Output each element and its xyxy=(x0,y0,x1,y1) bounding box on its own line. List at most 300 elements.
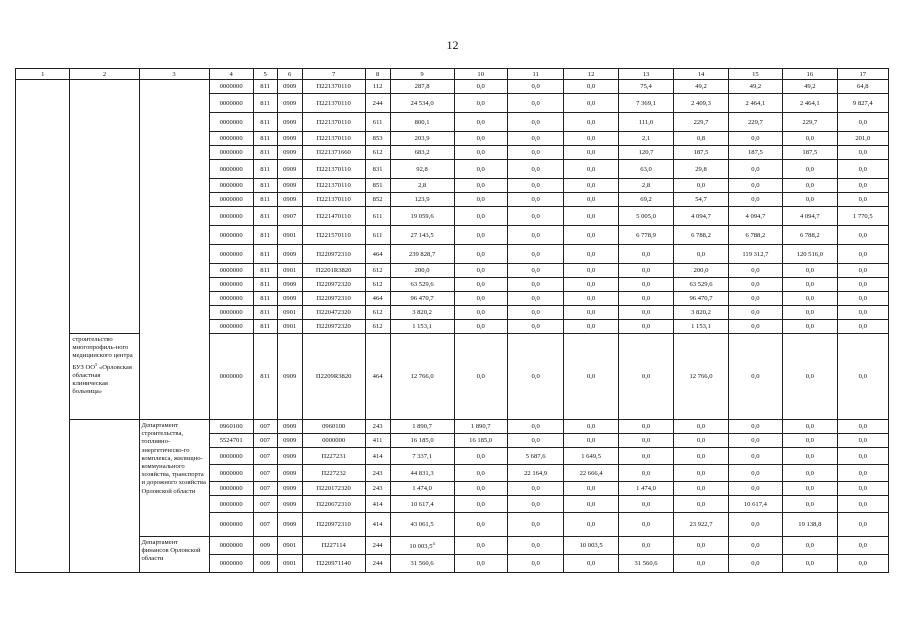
cell-year-2015: 0,0 xyxy=(507,434,564,448)
cell-target-article: П220172320 xyxy=(302,482,365,496)
cell-total: 200,0 xyxy=(390,264,454,278)
cell-year-2016: 0,0 xyxy=(564,113,618,132)
column-header: 3 xyxy=(139,69,209,80)
cell-year-2017: 0,0 xyxy=(618,448,673,465)
cell-expense-type: 414 xyxy=(365,496,390,513)
column-header: 6 xyxy=(277,69,302,80)
cell-total: 12 766,0 xyxy=(390,334,454,420)
cell-grbs: 007 xyxy=(253,465,277,482)
cell-year-2016: 0,0 xyxy=(564,146,618,160)
cell-year-2016: 0,0 xyxy=(564,278,618,292)
cell-year-2016: 22 666,4 xyxy=(564,465,618,482)
cell-year-2016: 0,0 xyxy=(564,264,618,278)
cell-year-2021: 0,0 xyxy=(837,334,888,420)
table-row xyxy=(16,80,889,94)
cell-year-2021: 0,0 xyxy=(837,434,888,448)
cell-grbs: 811 xyxy=(253,80,277,94)
cell-year-2014: 0,0 xyxy=(454,465,507,482)
cell-target-article: П227232 xyxy=(302,465,365,482)
cell-expense-type: 611 xyxy=(365,226,390,245)
cell-total: 10 003,5$^4$ xyxy=(390,537,454,555)
cell-expense-type: 612 xyxy=(365,264,390,278)
cell-year-2015: 0,0 xyxy=(507,306,564,320)
cell-section: 0909 xyxy=(277,94,302,113)
cell-grbs: 811 xyxy=(253,278,277,292)
cell-year-2020: 0,0 xyxy=(783,420,837,434)
cell-year-2020: 187,5 xyxy=(783,146,837,160)
cell-year-2017: 63,0 xyxy=(618,160,673,179)
cell-year-2021: 0,0 xyxy=(837,179,888,193)
cell-year-2021: 201,0 xyxy=(837,132,888,146)
cell-year-2020: 0,0 xyxy=(783,334,837,420)
cell-grbs: 811 xyxy=(253,226,277,245)
cell-year-2017: 0,0 xyxy=(618,465,673,482)
cell-grbs: 811 xyxy=(253,264,277,278)
cell-section: 0901 xyxy=(277,306,302,320)
cell-year-2021: 0,0 xyxy=(837,420,888,434)
cell-year-2015: 0,0 xyxy=(507,496,564,513)
column-header: 13 xyxy=(618,69,673,80)
cell-year-2014: 0,0 xyxy=(454,207,507,226)
cell-year-2015: 0,0 xyxy=(507,193,564,207)
cell-total: 44 831,3 xyxy=(390,465,454,482)
cell-year-2019: 10 617,4 xyxy=(728,496,782,513)
cell-year-2015: 0,0 xyxy=(507,320,564,334)
cell-kbk-code: 0000000 xyxy=(209,513,253,537)
cell-year-2018: 1 153,1 xyxy=(674,320,728,334)
cell-expense-type: 612 xyxy=(365,306,390,320)
cell-year-2014: 0,0 xyxy=(454,482,507,496)
cell-section: 0909 xyxy=(277,146,302,160)
column-header: 17 xyxy=(837,69,888,80)
budget-table xyxy=(15,68,889,573)
cell-year-2016: 0,0 xyxy=(564,434,618,448)
cell-year-2018: 0,0 xyxy=(674,482,728,496)
cell-grbs: 009 xyxy=(253,537,277,555)
cell-target-article: П221370110 xyxy=(302,113,365,132)
cell-section: 0909 xyxy=(277,179,302,193)
cell-year-2016: 0,0 xyxy=(564,132,618,146)
cell-year-2016: 0,0 xyxy=(564,306,618,320)
cell-section: 0901 xyxy=(277,555,302,573)
cell-year-2018: 0,0 xyxy=(674,434,728,448)
blank-cell-col1 xyxy=(16,80,70,573)
cell-total: 239 828,7 xyxy=(390,245,454,264)
cell-year-2015: 0,0 xyxy=(507,245,564,264)
cell-year-2014: 0,0 xyxy=(454,113,507,132)
cell-year-2016: 0,0 xyxy=(564,482,618,496)
cell-year-2021: 0,0 xyxy=(837,482,888,496)
cell-target-article: П221370110 xyxy=(302,160,365,179)
cell-expense-type: 831 xyxy=(365,160,390,179)
cell-grbs: 007 xyxy=(253,482,277,496)
cell-year-2017: 0,0 xyxy=(618,434,673,448)
cell-grbs: 007 xyxy=(253,448,277,465)
cell-year-2021: 0,0 xyxy=(837,278,888,292)
cell-year-2014: 0,0 xyxy=(454,94,507,113)
cell-year-2021: 0,0 xyxy=(837,160,888,179)
cell-year-2019: 0,0 xyxy=(728,420,782,434)
cell-section: 0909 xyxy=(277,482,302,496)
cell-section: 0909 xyxy=(277,465,302,482)
column-header: 11 xyxy=(507,69,564,80)
cell-target-article: П220672310 xyxy=(302,496,365,513)
cell-kbk-code: 0000000 xyxy=(209,94,253,113)
cell-year-2019: 2 464,1 xyxy=(728,94,782,113)
cell-section: 0909 xyxy=(277,160,302,179)
cell-year-2019: 0,0 xyxy=(728,193,782,207)
cell-year-2017: 0,0 xyxy=(618,334,673,420)
cell-section: 0909 xyxy=(277,80,302,94)
cell-expense-type: 612 xyxy=(365,320,390,334)
column-header: 1 xyxy=(16,69,70,80)
cell-year-2020: 0,0 xyxy=(783,292,837,306)
cell-year-2021: 0,0 xyxy=(837,448,888,465)
cell-grbs: 811 xyxy=(253,94,277,113)
cell-year-2018: 0,0 xyxy=(674,420,728,434)
cell-year-2019: 187,5 xyxy=(728,146,782,160)
cell-year-2014: 0,0 xyxy=(454,226,507,245)
cell-expense-type: 244 xyxy=(365,537,390,555)
cell-grbs: 007 xyxy=(253,496,277,513)
cell-year-2018: 12 766,0 xyxy=(674,334,728,420)
cell-total: 123,9 xyxy=(390,193,454,207)
cell-total: 7 337,1 xyxy=(390,448,454,465)
cell-year-2017: 69,2 xyxy=(618,193,673,207)
cell-expense-type: 411 xyxy=(365,434,390,448)
cell-kbk-code: 0000000 xyxy=(209,278,253,292)
cell-year-2014: 0,0 xyxy=(454,132,507,146)
cell-year-2020: 0,0 xyxy=(783,160,837,179)
cell-section: 0909 xyxy=(277,113,302,132)
cell-section: 0909 xyxy=(277,334,302,420)
cell-year-2020: 0,0 xyxy=(783,179,837,193)
cell-expense-type: 853 xyxy=(365,132,390,146)
cell-year-2019: 0,0 xyxy=(728,555,782,573)
cell-expense-type: 243 xyxy=(365,420,390,434)
cell-year-2017: 0,0 xyxy=(618,245,673,264)
cell-year-2020: 2 464,1 xyxy=(783,94,837,113)
cell-total: 683,2 xyxy=(390,146,454,160)
cell-year-2019: 229,7 xyxy=(728,113,782,132)
cell-year-2021: 0,0 xyxy=(837,555,888,573)
cell-kbk-code: 0000000 xyxy=(209,193,253,207)
cell-year-2021: 0,0 xyxy=(837,306,888,320)
cell-year-2021: 9 827,4 xyxy=(837,94,888,113)
cell-year-2015: 0,0 xyxy=(507,334,564,420)
cell-kbk-code: 0000000 xyxy=(209,132,253,146)
cell-year-2014: 0,0 xyxy=(454,193,507,207)
cell-year-2019: 0,0 xyxy=(728,292,782,306)
cell-year-2014: 0,0 xyxy=(454,146,507,160)
cell-expense-type: 112 xyxy=(365,80,390,94)
cell-year-2014: 16 185,0 xyxy=(454,434,507,448)
cell-year-2019: 0,0 xyxy=(728,320,782,334)
cell-year-2017: 2,1 xyxy=(618,132,673,146)
cell-year-2019: 0,0 xyxy=(728,132,782,146)
cell-year-2017: 0,0 xyxy=(618,420,673,434)
cell-target-article: П221570110 xyxy=(302,226,365,245)
cell-year-2017: 0,0 xyxy=(618,292,673,306)
cell-section: 0909 xyxy=(277,420,302,434)
cell-year-2014: 0,0 xyxy=(454,179,507,193)
cell-year-2015: 22 164,9 xyxy=(507,465,564,482)
cell-year-2014: 0,0 xyxy=(454,306,507,320)
cell-year-2019: 119 312,7 xyxy=(728,245,782,264)
cell-year-2020: 0,0 xyxy=(783,537,837,555)
cell-year-2017: 6 778,9 xyxy=(618,226,673,245)
cell-year-2021: 64,8 xyxy=(837,80,888,94)
cell-year-2020: 0,0 xyxy=(783,193,837,207)
cell-year-2017: 0,0 xyxy=(618,320,673,334)
cell-year-2017: 1 474,0 xyxy=(618,482,673,496)
cell-kbk-code: 0000000 xyxy=(209,226,253,245)
cell-grbs: 811 xyxy=(253,146,277,160)
cell-kbk-code: 0000000 xyxy=(209,80,253,94)
cell-year-2018: 63 529,6 xyxy=(674,278,728,292)
cell-year-2019: 0,0 xyxy=(728,465,782,482)
cell-total: 203,9 xyxy=(390,132,454,146)
cell-grbs: 811 xyxy=(253,245,277,264)
cell-year-2015: 0,0 xyxy=(507,420,564,434)
cell-grbs: 007 xyxy=(253,434,277,448)
cell-year-2014: 0,0 xyxy=(454,292,507,306)
cell-grbs: 811 xyxy=(253,160,277,179)
cell-year-2017: 5 005,0 xyxy=(618,207,673,226)
cell-grbs: 811 xyxy=(253,306,277,320)
cell-kbk-code: 0000000 xyxy=(209,306,253,320)
cell-year-2018: 3 820,2 xyxy=(674,306,728,320)
cell-year-2015: 0,0 xyxy=(507,94,564,113)
footnote-mark: 5 xyxy=(95,361,98,367)
cell-year-2020: 0,0 xyxy=(783,555,837,573)
cell-total: 31 560,6 xyxy=(390,555,454,573)
cell-kbk-code: 0000000 xyxy=(209,113,253,132)
cell-year-2018: 0,0 xyxy=(674,537,728,555)
cell-total: 96 470,7 xyxy=(390,292,454,306)
cell-year-2020: 49,2 xyxy=(783,80,837,94)
cell-grbs: 811 xyxy=(253,207,277,226)
cell-total: 3 820,2 xyxy=(390,306,454,320)
cell-year-2020: 4 094,7 xyxy=(783,207,837,226)
cell-year-2021: 0,0 xyxy=(837,113,888,132)
cell-year-2019: 0,0 xyxy=(728,160,782,179)
cell-kbk-code: 0000000 xyxy=(209,496,253,513)
cell-year-2019: 0,0 xyxy=(728,513,782,537)
cell-total: 43 061,5 xyxy=(390,513,454,537)
cell-section: 0909 xyxy=(277,245,302,264)
cell-year-2020: 0,0 xyxy=(783,465,837,482)
cell-target-article: 0960100 xyxy=(302,420,365,434)
cell-kbk-code: 0000000 xyxy=(209,537,253,555)
cell-year-2020: 120 516,0 xyxy=(783,245,837,264)
cell-year-2016: 0,0 xyxy=(564,80,618,94)
cell-kbk-code: 0000000 xyxy=(209,320,253,334)
cell-year-2019: 0,0 xyxy=(728,264,782,278)
column-header: 2 xyxy=(70,69,139,80)
cell-expense-type: 243 xyxy=(365,482,390,496)
column-header: 9 xyxy=(390,69,454,80)
department-construction-name: Департамент строительства, топливно-энергетическо-го комплекса, жилищно-коммунального хозяйства, транспорта и дорожного хозяйства Орловской области xyxy=(139,420,209,537)
cell-year-2014: 0,0 xyxy=(454,496,507,513)
cell-year-2020: 0,0 xyxy=(783,434,837,448)
cell-year-2015: 5 687,6 xyxy=(507,448,564,465)
cell-section: 0909 xyxy=(277,496,302,513)
cell-year-2018: 229,7 xyxy=(674,113,728,132)
cell-grbs: 007 xyxy=(253,513,277,537)
cell-grbs: 811 xyxy=(253,132,277,146)
cell-kbk-code: 0000000 xyxy=(209,334,253,420)
cell-year-2020: 0,0 xyxy=(783,448,837,465)
cell-year-2020: 19 138,8 xyxy=(783,513,837,537)
cell-year-2017: 0,0 xyxy=(618,278,673,292)
cell-year-2020: 0,0 xyxy=(783,306,837,320)
cell-year-2015: 0,0 xyxy=(507,207,564,226)
department-finance-name: Департамент финансов Орловской области xyxy=(139,537,209,573)
cell-year-2019: 0,0 xyxy=(728,537,782,555)
cell-year-2015: 0,0 xyxy=(507,179,564,193)
blank-cell-col2 xyxy=(70,420,139,573)
cell-year-2018: 96 470,7 xyxy=(674,292,728,306)
cell-expense-type: 244 xyxy=(365,555,390,573)
cell-section: 0901 xyxy=(277,226,302,245)
cell-target-article: П221470110 xyxy=(302,207,365,226)
cell-expense-type: 852 xyxy=(365,193,390,207)
cell-year-2018: 54,7 xyxy=(674,193,728,207)
cell-year-2015: 0,0 xyxy=(507,482,564,496)
cell-expense-type: 612 xyxy=(365,146,390,160)
cell-year-2016: 0,0 xyxy=(564,94,618,113)
cell-grbs: 811 xyxy=(253,179,277,193)
cell-kbk-code: 0000000 xyxy=(209,245,253,264)
cell-year-2015: 0,0 xyxy=(507,113,564,132)
cell-grbs: 811 xyxy=(253,193,277,207)
cell-year-2018: 0,0 xyxy=(674,555,728,573)
cell-kbk-code: 0000000 xyxy=(209,482,253,496)
cell-year-2016: 0,0 xyxy=(564,513,618,537)
cell-total: 24 534,0 xyxy=(390,94,454,113)
cell-year-2015: 0,0 xyxy=(507,226,564,245)
cell-year-2015: 0,0 xyxy=(507,80,564,94)
cell-year-2015: 0,0 xyxy=(507,160,564,179)
cell-kbk-code: 0000000 xyxy=(209,264,253,278)
cell-year-2019: 0,0 xyxy=(728,306,782,320)
cell-year-2016: 0,0 xyxy=(564,226,618,245)
cell-total: 800,1 xyxy=(390,113,454,132)
cell-year-2020: 0,0 xyxy=(783,264,837,278)
cell-expense-type: 611 xyxy=(365,113,390,132)
object-description-text: строительство многопрофиль-ного медицинского центра БУЗ ОО xyxy=(72,336,133,371)
cell-year-2014: 0,0 xyxy=(454,278,507,292)
cell-year-2017: 0,0 xyxy=(618,306,673,320)
cell-year-2018: 23 922,7 xyxy=(674,513,728,537)
cell-year-2014: 0,0 xyxy=(454,320,507,334)
cell-year-2021: 0,0 xyxy=(837,245,888,264)
cell-year-2014: 0,0 xyxy=(454,160,507,179)
cell-year-2016: 0,0 xyxy=(564,207,618,226)
cell-year-2018: 200,0 xyxy=(674,264,728,278)
cell-section: 0909 xyxy=(277,292,302,306)
cell-grbs: 811 xyxy=(253,292,277,306)
cell-target-article: П221370110 xyxy=(302,179,365,193)
cell-year-2020: 6 788,2 xyxy=(783,226,837,245)
cell-kbk-code: 0000000 xyxy=(209,292,253,306)
column-header: 10 xyxy=(454,69,507,80)
cell-year-2020: 229,7 xyxy=(783,113,837,132)
header-row xyxy=(16,69,889,80)
cell-year-2014: 0,0 xyxy=(454,245,507,264)
cell-grbs: 007 xyxy=(253,420,277,434)
cell-year-2016: 0,0 xyxy=(564,555,618,573)
cell-year-2015: 0,0 xyxy=(507,278,564,292)
cell-year-2014: 0,0 xyxy=(454,448,507,465)
cell-year-2017: 0,0 xyxy=(618,513,673,537)
cell-year-2015: 0,0 xyxy=(507,292,564,306)
cell-year-2016: 10 003,5 xyxy=(564,537,618,555)
cell-kbk-code: 0000000 xyxy=(209,555,253,573)
cell-year-2018: 29,8 xyxy=(674,160,728,179)
cell-kbk-code: 0000000 xyxy=(209,179,253,193)
cell-expense-type: 612 xyxy=(365,278,390,292)
cell-year-2014: 0,0 xyxy=(454,537,507,555)
cell-year-2021: 0,0 xyxy=(837,193,888,207)
cell-year-2017: 31 560,6 xyxy=(618,555,673,573)
cell-year-2015: 0,0 xyxy=(507,264,564,278)
cell-kbk-code: 0000000 xyxy=(209,160,253,179)
cell-year-2017: 7 369,1 xyxy=(618,94,673,113)
blank-cell-col3 xyxy=(139,80,209,420)
cell-kbk-code: 5524701 xyxy=(209,434,253,448)
cell-target-article: П220472320 xyxy=(302,306,365,320)
cell-target-article: П221370110 xyxy=(302,80,365,94)
cell-expense-type: 244 xyxy=(365,94,390,113)
cell-year-2015: 0,0 xyxy=(507,513,564,537)
cell-year-2014: 0,0 xyxy=(454,513,507,537)
table-row xyxy=(16,537,889,555)
column-header: 14 xyxy=(674,69,728,80)
cell-year-2021: 0,0 xyxy=(837,264,888,278)
object-description-tail: «Орловская областная клиническая больница» xyxy=(72,363,132,396)
cell-target-article: П220971140 xyxy=(302,555,365,573)
column-header: 7 xyxy=(302,69,365,80)
cell-grbs: 811 xyxy=(253,320,277,334)
cell-total: 10 617,4 xyxy=(390,496,454,513)
object-description xyxy=(70,334,139,420)
cell-year-2021: 0,0 xyxy=(837,292,888,306)
cell-year-2017: 0,0 xyxy=(618,496,673,513)
column-header: 15 xyxy=(728,69,782,80)
cell-total: 1 474,0 xyxy=(390,482,454,496)
cell-total: 1 153,1 xyxy=(390,320,454,334)
cell-year-2019: 0,0 xyxy=(728,334,782,420)
cell-expense-type: 464 xyxy=(365,334,390,420)
cell-year-2019: 0,0 xyxy=(728,434,782,448)
cell-year-2018: 49,2 xyxy=(674,80,728,94)
cell-year-2019: 0,0 xyxy=(728,278,782,292)
cell-section: 0907 xyxy=(277,207,302,226)
cell-year-2017: 120,7 xyxy=(618,146,673,160)
cell-section: 0909 xyxy=(277,278,302,292)
cell-year-2019: 49,2 xyxy=(728,80,782,94)
cell-section: 0901 xyxy=(277,320,302,334)
cell-year-2016: 1 649,5 xyxy=(564,448,618,465)
cell-total: 27 143,5 xyxy=(390,226,454,245)
cell-year-2017: 111,0 xyxy=(618,113,673,132)
cell-year-2020: 0,0 xyxy=(783,320,837,334)
cell-year-2017: 75,4 xyxy=(618,80,673,94)
cell-year-2021: 0,0 xyxy=(837,496,888,513)
cell-year-2017: 2,8 xyxy=(618,179,673,193)
